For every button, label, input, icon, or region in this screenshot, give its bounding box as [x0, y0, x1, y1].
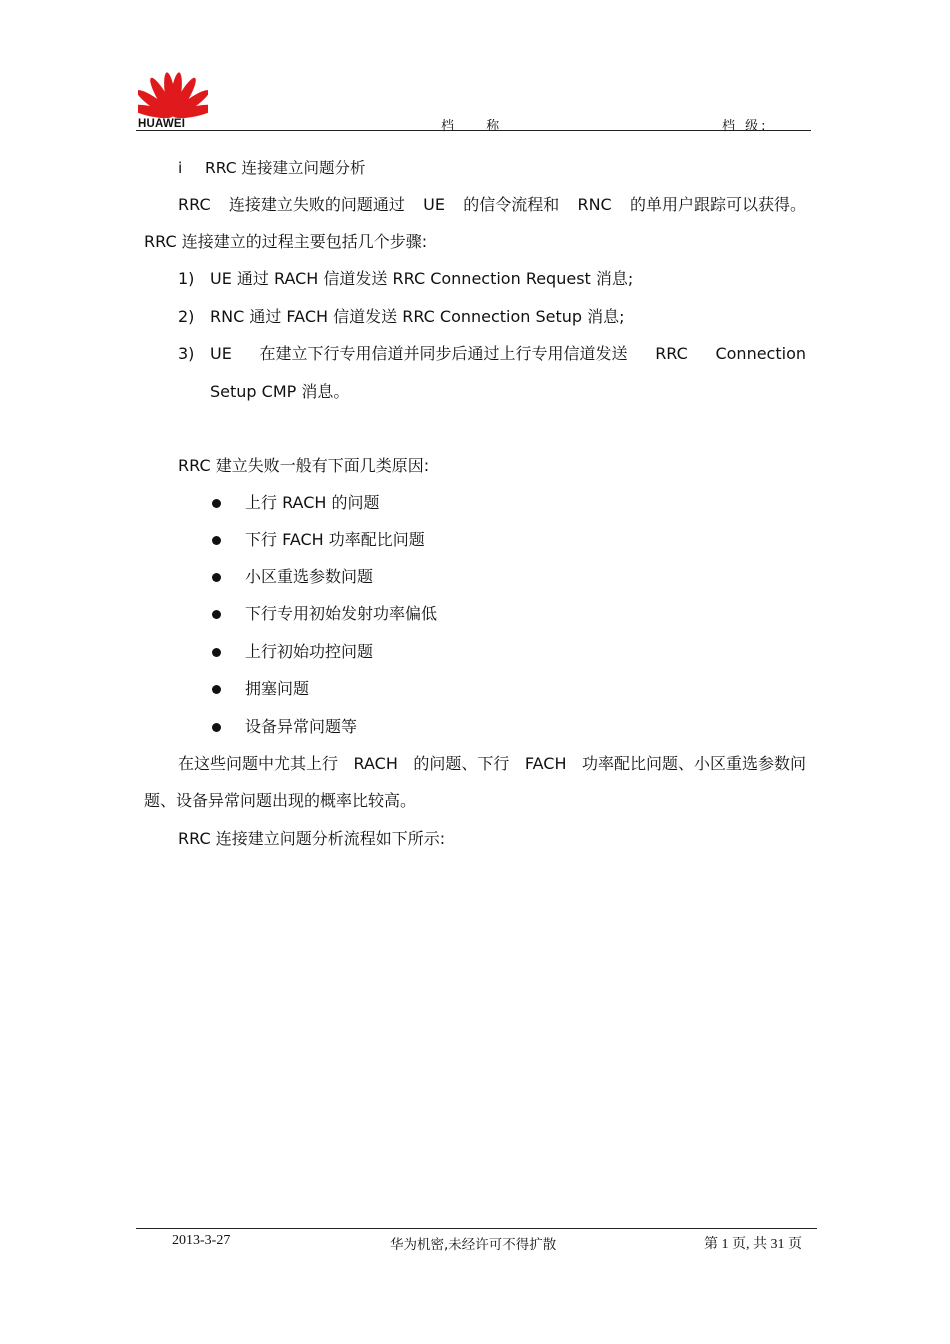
summary-word: 的问题、下行	[413, 754, 510, 773]
section-title: RRC 连接建立问题分析	[205, 159, 366, 177]
list-item-text: 拥塞问题	[245, 679, 310, 698]
summary-line-2: 题、设备异常问题出现的概率比较高。	[144, 791, 417, 810]
header-divider	[136, 130, 811, 131]
list-item	[212, 529, 612, 551]
bullet-icon	[212, 648, 221, 657]
step-word: UE	[210, 344, 232, 363]
footer-confidential: 华为机密,未经许可不得扩散	[390, 1237, 557, 1253]
list-item	[212, 716, 612, 738]
bullet-icon	[212, 610, 221, 619]
bullet-icon	[212, 723, 221, 732]
step-word: RRC	[655, 344, 688, 363]
list-item-text: 设备异常问题等	[245, 717, 358, 736]
huawei-logo	[138, 70, 208, 132]
summary-word: FACH	[524, 754, 567, 773]
list-item-text: 上行 RACH 的问题	[245, 493, 380, 512]
intro-word: 的单用户跟踪可以获得。	[629, 195, 806, 214]
step-number: 2)	[178, 307, 195, 326]
step-3-continuation: Setup CMP 消息。	[210, 382, 350, 401]
logo-wordmark: HUAWEI	[138, 118, 186, 130]
intro-word: RNC	[577, 195, 612, 214]
footer-divider	[136, 1228, 817, 1229]
list-item-text: 下行 FACH 功率配比问题	[245, 530, 425, 549]
step-number: 1)	[178, 269, 195, 288]
flow-intro: RRC 连接建立问题分析流程如下所示:	[178, 829, 446, 848]
footer-page-number: 第 1 页, 共 31 页	[704, 1237, 802, 1252]
list-item	[212, 603, 612, 625]
bullet-icon	[212, 685, 221, 694]
intro-word: RRC	[178, 195, 211, 214]
list-item	[212, 566, 612, 588]
list-item-text: 下行专用初始发射功率偏低	[245, 604, 438, 623]
step-text: RNC 通过 FACH 信道发送 RRC Connection Setup 消息;	[210, 307, 625, 326]
summary-word: RACH	[353, 754, 398, 773]
summary-word: 在这些问题中尤其上行	[178, 754, 339, 773]
list-item-text: 小区重选参数问题	[245, 567, 374, 586]
bullet-icon	[212, 573, 221, 582]
intro-line-2: RRC 连接建立的过程主要包括几个步骤:	[144, 232, 428, 251]
step-word: 在建立下行专用信道并同步后通过上行专用信道发送	[259, 344, 628, 363]
section-heading	[178, 157, 366, 179]
section-number: i	[178, 159, 183, 177]
list-item	[212, 678, 612, 700]
list-item	[212, 492, 612, 514]
list-item-text: 上行初始功控问题	[245, 642, 374, 661]
step-word: Connection	[715, 344, 806, 363]
step-2	[178, 306, 625, 328]
doc-level-label: 档 级:	[722, 119, 769, 134]
footer-date: 2013-3-27	[172, 1233, 231, 1248]
step-1	[178, 268, 633, 290]
step-number: 3)	[178, 344, 195, 363]
intro-word: UE	[423, 195, 445, 214]
list-item	[212, 641, 612, 663]
step-text: UE 通过 RACH 信道发送 RRC Connection Request 消息;	[210, 269, 634, 288]
causes-intro: RRC 建立失败一般有下面几类原因:	[178, 456, 430, 475]
doc-title-label: 档 称	[441, 119, 514, 134]
summary-word: 功率配比问题、小区重选参数问	[581, 754, 806, 773]
bullet-icon	[212, 536, 221, 545]
intro-line-1	[178, 194, 806, 216]
huawei-petals-icon	[138, 70, 208, 120]
intro-word: 连接建立失败的问题通过	[228, 195, 405, 214]
summary-line-1	[178, 753, 806, 775]
intro-word: 的信令流程和	[463, 195, 560, 214]
bullet-icon	[212, 499, 221, 508]
